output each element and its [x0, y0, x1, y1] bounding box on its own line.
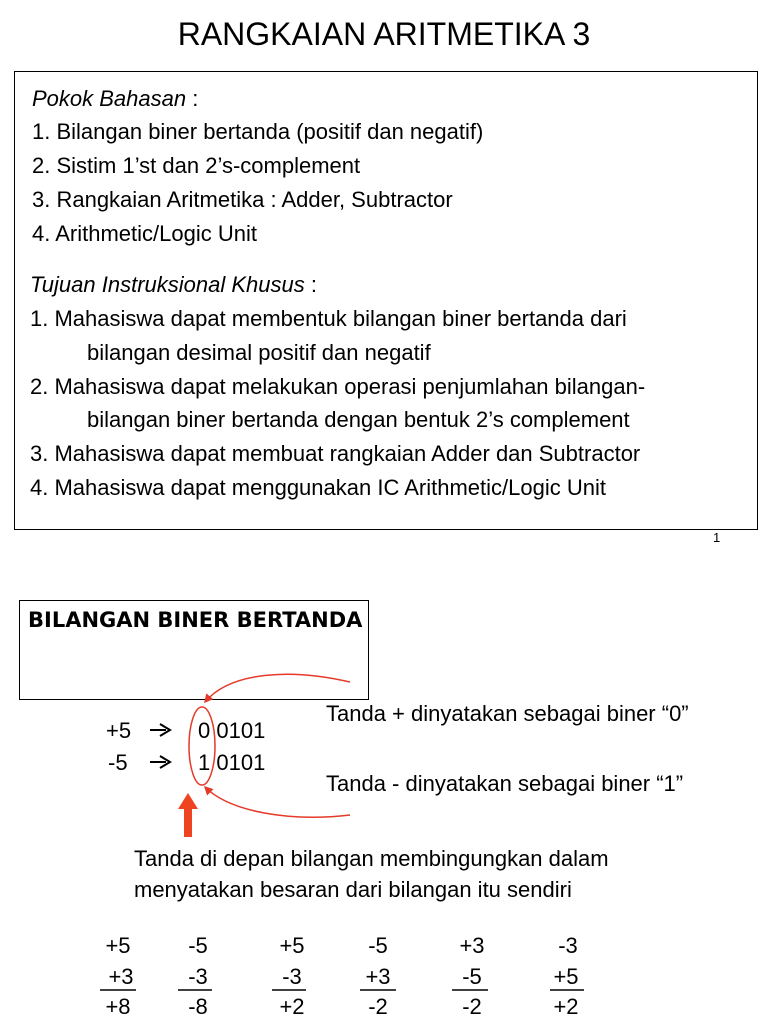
- right-arrow-icon: [150, 724, 170, 736]
- pokok-item: 1. Bilangan biner bertanda (positif dan negatif): [32, 119, 484, 144]
- pokok-item: 4. Arithmetic/Logic Unit: [32, 221, 257, 246]
- sum-value: +2: [553, 994, 579, 1019]
- note-confusion-line: Tanda di depan bilangan membingungkan dalam: [134, 846, 609, 871]
- up-arrow-icon: [178, 793, 198, 837]
- addend: -3: [188, 964, 208, 989]
- sum-value: -2: [368, 994, 388, 1019]
- tujuan-line: 3. Mahasiswa dapat membuat rangkaian Adder dan Subtractor: [30, 441, 641, 466]
- right-arrow-icon: [150, 756, 170, 768]
- pointer-curve: [205, 674, 350, 702]
- magnitude-bits: 0101: [210, 750, 266, 775]
- tujuan-line: bilangan desimal positif dan negatif: [87, 340, 431, 365]
- page-title: RANGKAIAN ARITMETIKA 3: [177, 16, 591, 52]
- addend: +3: [459, 933, 485, 958]
- note-plus: Tanda + dinyatakan sebagai biner “0”: [326, 701, 689, 726]
- sign-bit: 1: [198, 750, 211, 775]
- tujuan-line: 1. Mahasiswa dapat membentuk bilangan biner bertanda dari: [30, 306, 627, 331]
- sum-value: +8: [105, 994, 131, 1019]
- pokok-item: 2. Sistim 1’st dan 2’s-complement: [32, 153, 361, 178]
- addend: -3: [558, 933, 578, 958]
- pokok-item: 3. Rangkaian Aritmetika : Adder, Subtractor: [32, 187, 453, 212]
- sign-bit: 0: [198, 718, 211, 743]
- sum-value: -2: [462, 994, 482, 1019]
- addend: +3: [108, 964, 134, 989]
- addend: +3: [365, 964, 391, 989]
- pokok-colon: :: [186, 86, 199, 111]
- addend: -5: [188, 933, 208, 958]
- tujuan-colon: :: [304, 272, 317, 297]
- page-number: 1: [713, 530, 721, 545]
- pokok-heading: Pokok Bahasan: [32, 86, 187, 111]
- addend: +5: [279, 933, 305, 958]
- tujuan-line: 2. Mahasiswa dapat melakukan operasi penjumlahan bilangan-: [30, 374, 646, 399]
- sum-value: -8: [188, 994, 208, 1019]
- example-decimal: -5: [108, 750, 128, 775]
- tujuan-line: 4. Mahasiswa dapat menggunakan IC Arithmetic/Logic Unit: [30, 475, 606, 500]
- addend: +5: [553, 964, 579, 989]
- addend: +5: [105, 933, 131, 958]
- sign-bit-highlight: [189, 707, 215, 785]
- example-decimal: +5: [106, 718, 132, 743]
- addend: -5: [368, 933, 388, 958]
- section-title: BILANGAN BINER BERTANDA: [28, 608, 363, 632]
- tujuan-line: bilangan biner bertanda dengan bentuk 2’s complement: [87, 407, 630, 432]
- tujuan-heading: Tujuan Instruksional Khusus: [30, 272, 305, 297]
- addend: -3: [282, 964, 302, 989]
- note-minus: Tanda - dinyatakan sebagai biner “1”: [326, 771, 684, 796]
- sum-value: +2: [279, 994, 305, 1019]
- note-confusion-line: menyatakan besaran dari bilangan itu sendiri: [134, 877, 572, 902]
- pointer-curve: [205, 787, 350, 817]
- magnitude-bits: 0101: [210, 718, 266, 743]
- addend: -5: [462, 964, 482, 989]
